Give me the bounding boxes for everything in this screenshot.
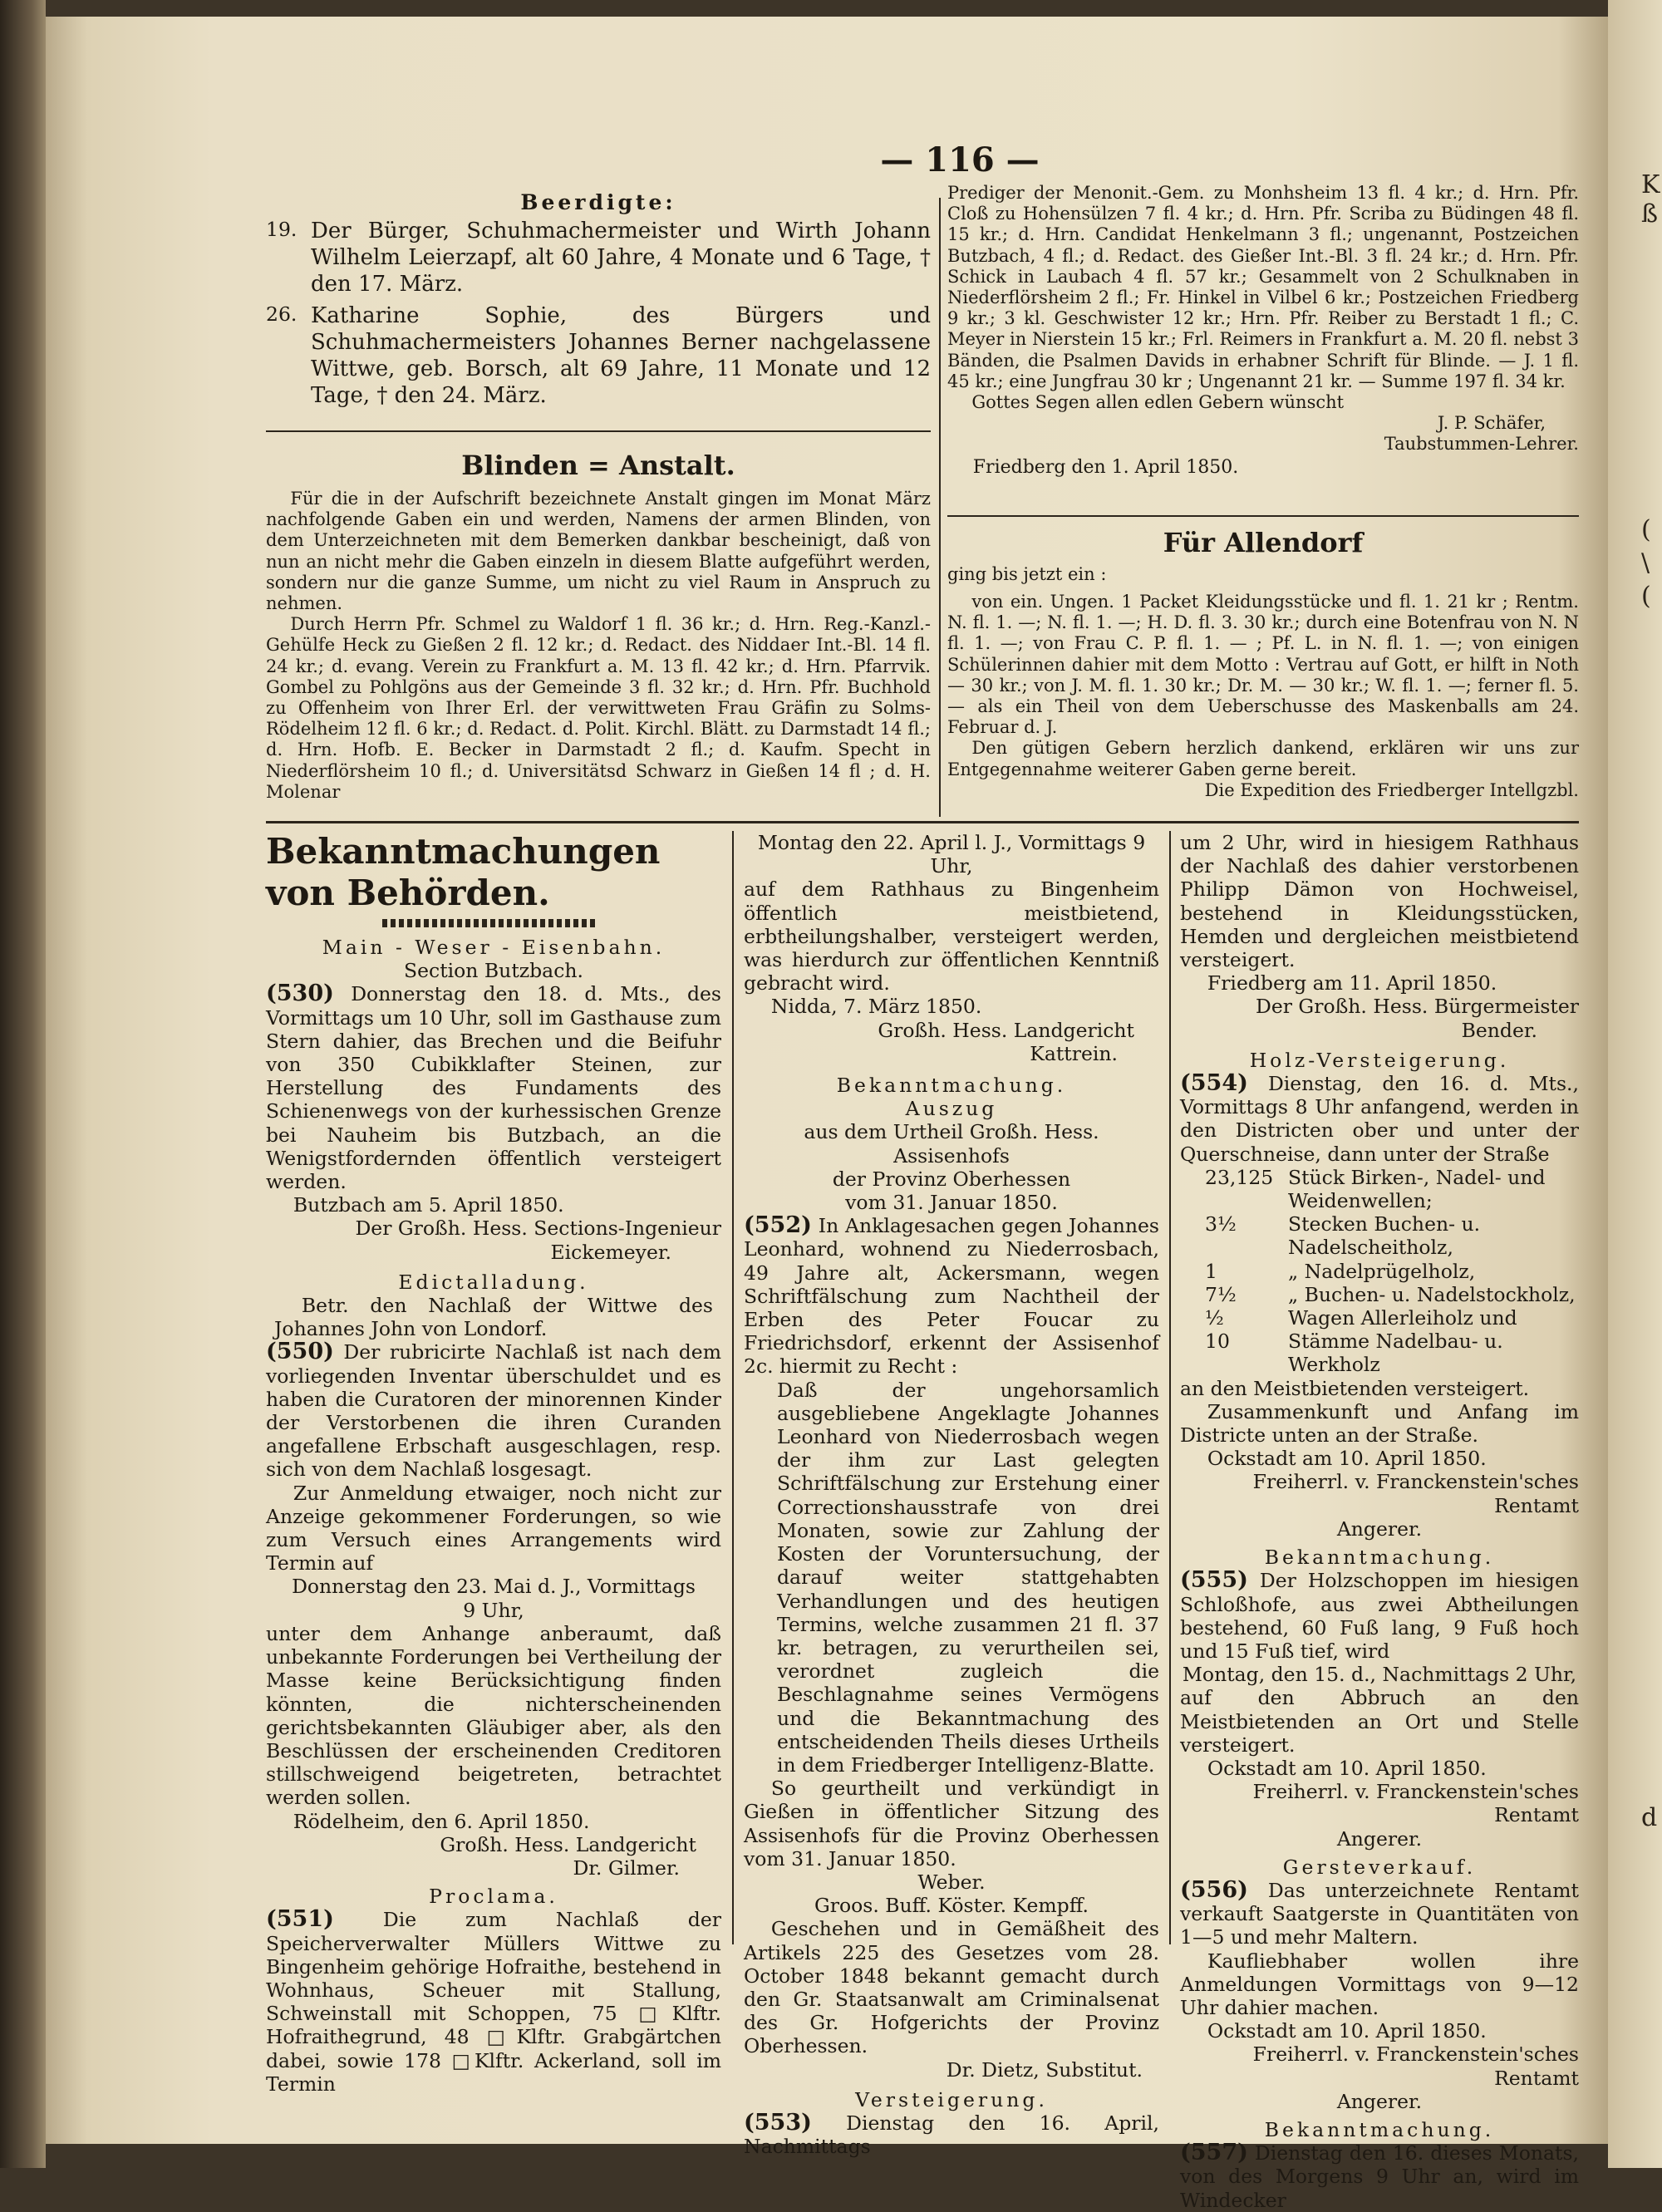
newspaper-page — [46, 17, 1608, 2212]
column-rule — [1169, 831, 1171, 1944]
wood-list — [1180, 1166, 1579, 1377]
death-entry — [266, 218, 931, 297]
death-entry-number: 19. — [266, 218, 297, 242]
wood-qty: ½ — [1205, 1306, 1224, 1330]
notice-554-text: Dienstag, den 16. d. Mts., Vormittags 8 Uhr anfangend, werden in den Districten ober und unter der Querschneise, dann unter der Straße — [1180, 1072, 1579, 1166]
announcement-heading-3: Bekanntmachung. — [1264, 2117, 1495, 2141]
edge-mark: ( — [1641, 515, 1651, 544]
blind-title: Blinden = Anstalt. — [461, 450, 735, 481]
ornament — [382, 919, 598, 927]
blind-intro: Für die in der Aufschrift bezeichnete Anstalt gingen im Monat März nachfolgende Gaben ein und werden, Namens der armen Blinden, von dem Unterzeichneten mit dem Bemerken dankbar bescheinigt, daß von nun an nicht mehr die Gaben einzeln in diesem Blatte aufgeführt werden, sondern nur die ganze Summe, um nicht zu viel Raum in Anspruch zu nehmen. — [266, 489, 931, 614]
blind-signer: J. P. Schäfer, — [1437, 413, 1546, 434]
extract-sub-2: der Provinz Oberhessen — [832, 1167, 1071, 1191]
wood-qty: 1 — [1205, 1259, 1217, 1283]
notice-552-judge: Weber. — [917, 1870, 986, 1894]
edge-mark: ( — [1641, 582, 1651, 611]
notice-530-text: Donnerstag den 18. d. Mts., des Vormittags um 10 Uhr, soll im Gasthause zum Stern dahier, das Brechen und die Beifuhr von 350 Cubikklafter Steinen, zur Herstellung des Fundaments des Schienenwegs von der kurhessischen Grenze bei Nauheim bis Butzbach, an die Wenigstfordernden öffentlich versteigert werden. — [266, 982, 721, 1194]
edge-mark: K — [1641, 170, 1660, 199]
notice-number-552: (552) — [744, 1212, 812, 1239]
notice-number-550: (550) — [266, 1339, 334, 1365]
notice-551-date: Nidda, 7. März 1850. — [770, 995, 982, 1019]
blind-donations: Durch Herrn Pfr. Schmel zu Waldorf 1 fl. 36 kr.; d. Hrn. Reg.-Kanzl.-Gehülfe Heck zu Gießen 2 fl. 12 kr.; d. Redact. des Niddaer Int.-Bl. 14 fl. 24 kr.; d. evang. Verein zu Frankfurt a. M. 13 fl. 42 kr.; d. Hrn. Pfarrvik. Gombel zu Pohlgöns aus der Gemeinde 3 fl. 32 kr.; d. Hrn. Pfr. Buchhold zu Offenheim von Ihrer Erl. der verwittweten Frau Gräfin zu Solms-Rödelheim 12 fl. 6 kr.; d. Redact. d. Polit. Kirchl. Blätt. zu Darmstadt 14 fl.; d. Hrn. Hofb. E. Becker in Darmstadt 2 fl.; d. Kaufm. Specht in Niederflörsheim 10 fl.; d. Universitätsd Schwarz in Gießen 14 fl ; d. H. Molenar — [266, 614, 931, 802]
notice-555-text-2: auf den Abbruch an den Meistbietenden an Ort und Stelle versteigert. — [1180, 1686, 1579, 1757]
page-number: — 116 — — [880, 140, 1040, 179]
notice-552-judges: Groos. Buff. Köster. Kempff. — [814, 1894, 1089, 1918]
allendorf-section — [927, 524, 1579, 801]
wood-list-item — [1205, 1306, 1579, 1330]
rail-heading: Main - Weser - Eisenbahn. — [322, 936, 666, 959]
wood-qty: 23,125 — [1205, 1165, 1274, 1189]
edge-mark: d — [1641, 1803, 1658, 1832]
notice-554-text-3: Zusammenkunft und Anfang im Districte unten an der Straße. — [1180, 1399, 1579, 1448]
notice-550-term: Donnerstag den 23. Mai d. J., Vormittags 9 Uhr, — [292, 1575, 696, 1622]
blind-blessing: Gottes Segen allen edlen Gebern wünscht — [971, 392, 1345, 413]
notice-554-text-2: an den Meistbietenden versteigert. — [1180, 1376, 1530, 1400]
divider — [947, 515, 1579, 517]
official-notices-col2 — [744, 831, 1159, 2158]
death-entry-number: 26. — [266, 302, 297, 327]
notice-553-name: Bender. — [1461, 1018, 1537, 1042]
death-entry-text: Katharine Sophie, des Bürgers und Schuhmachermeisters Johannes Berner nachgelassene Wittwe, geb. Borsch, alt 69 Jahre, 11 Monate und 12 Tage, † den 24. März. — [311, 303, 931, 409]
section-divider — [266, 821, 1579, 823]
wood-desc: Stecken Buchen- u. Nadelscheitholz, — [1288, 1212, 1481, 1260]
notice-556-name: Angerer. — [1336, 2089, 1423, 2113]
notice-553-text: Dienstag den 16. April, Nachmittags — [744, 2111, 1159, 2159]
notice-550-name: Dr. Gilmer. — [573, 1856, 680, 1880]
notice-553-text-2: um 2 Uhr, wird in hiesigem Rathhaus der Nachlaß des dahier verstorbenen Philipp Dämon von Hochweisel, bestehend in Kleidungsstücken, Hemden und dergleichen meistbietend versteigert. — [1180, 831, 1579, 972]
next-page-edge — [1608, 0, 1662, 2168]
notice-555-name: Angerer. — [1336, 1826, 1423, 1851]
wood-list-item — [1205, 1330, 1579, 1376]
notice-552-signature: Dr. Dietz, Substitut. — [946, 2057, 1143, 2082]
notice-530-name: Eickemeyer. — [550, 1240, 671, 1264]
rail-subheading: Section Butzbach. — [404, 959, 583, 983]
notice-553-date: Friedberg am 11. April 1850. — [1207, 971, 1497, 995]
wood-auction-heading: Holz-Versteigerung. — [1249, 1048, 1510, 1072]
notice-556-date: Ockstadt am 10. April 1850. — [1207, 2019, 1487, 2043]
wood-desc: „ Nadelprügelholz, — [1288, 1259, 1476, 1283]
wood-qty: 10 — [1205, 1330, 1230, 1354]
allendorf-donations: von ein. Ungen. 1 Packet Kleidungsstücke und fl. 1. 21 kr ; Rentm. N. fl. 1. —; N. fl. 1. —; H. D. fl. 3. 30 kr.; durch eine Botenfrau von N. N fl. 1. —; von Frau C. P. fl. 1. — ; Pf. L. in N. fl. 1. —; von einigen Schülerinnen dahier mit dem Motto : Vertrau auf Gott, er hilft in Noth — 30 kr.; von J. M. fl. 1. 30 kr.; Dr. M. — 30 kr.; W. fl. 1. —; ferner fl. 5. — als ein Theil von dem Ueberschusse des Maskenballs am 24. Februar d. J. — [947, 592, 1579, 738]
blind-date: Friedberg den 1. April 1850. — [972, 456, 1239, 478]
blind-signer-role: Taubstummen-Lehrer. — [1384, 434, 1579, 455]
notice-530-signature: Der Großh. Hess. Sections-Ingenieur — [355, 1217, 721, 1241]
extract-sub-3: vom 31. Januar 1850. — [845, 1191, 1058, 1215]
notice-552-text: In Anklagesachen gegen Johannes Leonhard, wohnend zu Niederrosbach, 49 Jahre alt, Ackersmann, wegen Schriftfälschung zum Nachtheil der Erben des Peter Foucar zu Friedrichsdorf, erkennt der Assisenhof 2c. hiermit zu Recht : — [744, 1214, 1159, 1379]
notice-number-530: (530) — [266, 981, 334, 1007]
notice-556-signature: Freiherrl. v. Franckenstein'sches Rentamt — [1252, 2042, 1579, 2090]
edict-heading: Edictalladung. — [398, 1270, 589, 1294]
notice-552-text-2: So geurtheilt und verkündigt in Gießen in öffentlicher Sitzung des Assisenhofs für die Provinz Oberhessen vom 31. Januar 1850. — [744, 1777, 1159, 1870]
notice-number-557: (557) — [1180, 2140, 1248, 2166]
notice-551-text-2: auf dem Rathhaus zu Bingenheim öffentlich meistbietend, erbtheilungshalber, versteigert werden, was hierdurch zur öffentlichen Kenntniß gebracht wird. — [744, 877, 1159, 995]
deaths-section — [266, 191, 931, 409]
wood-desc: Stück Birken-, Nadel- und Weidenwellen; — [1288, 1165, 1546, 1213]
extract-sub-1: aus dem Urtheil Großh. Hess. Assisenhofs — [804, 1120, 1099, 1167]
notice-number-554: (554) — [1180, 1070, 1248, 1097]
wood-desc: „ Buchen- u. Nadelstockholz, — [1288, 1282, 1576, 1306]
official-notices-col1 — [266, 831, 721, 2096]
notice-number-553: (553) — [744, 2109, 812, 2136]
auction-heading: Versteigerung. — [855, 2087, 1048, 2111]
page-number-block — [794, 141, 1126, 179]
blind-institute-section — [266, 449, 931, 803]
allendorf-intro: ging bis jetzt ein : — [947, 564, 1107, 584]
notice-530-date: Butzbach am 5. April 1850. — [293, 1193, 564, 1217]
notice-551-name: Kattrein. — [1030, 1041, 1118, 1065]
wood-list-item — [1205, 1260, 1579, 1283]
wood-list-item — [1205, 1283, 1579, 1306]
barley-sale-heading: Gersteverkauf. — [1282, 1855, 1477, 1879]
extract-heading: Auszug — [905, 1097, 998, 1121]
divider — [266, 430, 931, 432]
notice-556-text: Das unterzeichnete Rentamt verkauft Saatgerste in Quantitäten von 1—5 und mehr Maltern. — [1180, 1878, 1579, 1949]
notice-555-signature: Freiherrl. v. Franckenstein'sches Rentamt — [1252, 1780, 1579, 1827]
notice-number-556: (556) — [1180, 1876, 1248, 1903]
allendorf-title: Für Allendorf — [1163, 527, 1364, 558]
notice-552-verdict: Daß der ungehorsamlich ausgebliebene Angeklagte Johannes Leonhard von Niederrosbach wegen der ihm zur Last gelegten Schriftfälschung zur Erstehung einer Correctionshausstrafe von drei Monaten, sowie zur Zahlung der Kosten der Voruntersuchung, der darauf weiter stattgehabten Verhandlungen und des heutigen Termins, welche zusammen 21 fl. 37 kr. betragen, zu verurtheilen sei, verordnet zugleich die Beschlagnahme seines Vermögens und die Bekanntmachung des entscheidenden Theils dieses Urtheils in dem Friedberger Intelligenz-Blatte. — [777, 1378, 1159, 1777]
notice-554-signature: Freiherrl. v. Franckenstein'sches Rentamt — [1252, 1470, 1579, 1517]
wood-qty: 3½ — [1205, 1212, 1237, 1236]
notice-554-name: Angerer. — [1336, 1516, 1423, 1541]
death-entry — [266, 302, 931, 409]
wood-qty: 7½ — [1205, 1282, 1237, 1306]
wood-list-item — [1205, 1212, 1579, 1259]
notice-550-signature: Großh. Hess. Landgericht — [440, 1832, 696, 1856]
notice-550-text: Der rubricirte Nachlaß ist nach dem vorliegenden Inventar überschuldet und es haben die Curatoren der minorennen Kinder der Verstorbenen die ihren Curanden angefallene Erbschaft ausgeschlagen, resp. sich von dem Nachlaß losgesagt. — [266, 1340, 721, 1482]
edge-mark: \ — [1641, 548, 1650, 578]
edict-subject: Betr. den Nachlaß der Wittwe des Johannes John von Londorf. — [274, 1294, 713, 1341]
notice-555-term: Montag, den 15. d., Nachmittags 2 Uhr, — [1182, 1663, 1577, 1687]
notice-554-date: Ockstadt am 10. April 1850. — [1207, 1447, 1487, 1471]
notice-551-text: Die zum Nachlaß der Speicherverwalter Müllers Wittwe zu Bingenheim gehörige Hofraithe, bestehend in Wohnhaus, Scheuer mit Stallung, Schweinstall mit Schoppen, 75 □Klftr. Hofraithegrund, 48 □Klftr. Grabgärtchen dabei, sowie 178 □Klftr. Ackerland, soll im Termin — [266, 1908, 721, 2096]
edge-mark: ß — [1641, 199, 1659, 229]
announcement-heading-2: Bekanntmachung. — [1264, 1546, 1495, 1570]
notice-550-text-2: Zur Anmeldung etwaiger, noch nicht zur Anzeige gekommener Forderungen, so wie zum Versuch eines Arrangements wird Termin auf — [266, 1481, 721, 1575]
notice-number-551: (551) — [266, 1906, 334, 1933]
notice-553-signature: Der Großh. Hess. Bürgermeister — [1255, 995, 1579, 1019]
announcement-heading: Bekanntmachung. — [836, 1074, 1067, 1098]
notices-title: Bekanntmachungen von Behörden. — [266, 831, 661, 913]
allendorf-thanks: Den gütigen Gebern herzlich dankend, erklären wir uns zur Entgegennahme weiterer Gaben gerne bereit. — [947, 738, 1579, 779]
allendorf-signature: Die Expedition des Friedberger Intellgzbl. — [1204, 779, 1579, 800]
wood-desc: Stämme Nadelbau- u. Werkholz — [1288, 1330, 1503, 1377]
blind-continued — [927, 183, 1579, 480]
book-spine-edge — [0, 0, 46, 2168]
notice-556-text-2: Kaufliebhaber wollen ihre Anmeldungen Vormittags von 9—12 Uhr dahier machen. — [1180, 1949, 1579, 2019]
notice-551-signature: Großh. Hess. Landgericht — [878, 1018, 1134, 1042]
notice-551-term: Montag den 22. April l. J., Vormittags 9 Uhr, — [757, 831, 1146, 878]
death-entry-text: Der Bürger, Schuhmachermeister und Wirth Johann Wilhelm Leierzapf, alt 60 Jahre, 4 Monate und 6 Tage, † den 17. März. — [311, 219, 931, 297]
notice-555-text: Der Holzschoppen im hiesigen Schloßhofe, aus zwei Abtheilungen bestehend, 60 Fuß lang, 9 Fuß hoch und 15 Fuß tief, wird — [1180, 1569, 1579, 1663]
proclama-heading: Proclama. — [429, 1885, 558, 1909]
notice-550-text-3: unter dem Anhange anberaumt, daß unbekannte Forderungen bei Vertheilung der Masse keine Berücksichtigung finden könnten, die nichterscheinenden gerichtsbekannten Gläubiger aber, als den Beschlüssen der erscheinenden Creditoren stillschweigend beigetreten, betrachtet werden sollen. — [266, 1621, 721, 1810]
blind-donations-continued: Prediger der Menonit.-Gem. zu Monhsheim 13 fl. 4 kr.; d. Hrn. Pfr. Cloß zu Hohensülzen 7 fl. 4 kr.; d. Hrn. Pfr. Scriba zu Büdingen 48 fl. 15 kr.; d. Hrn. Candidat Henkelmann 3 fl.; ungenannt, Postzeichen Butzbach, 4 fl.; d. Redact. des Gießer Int.-Bl. 3 fl. 24 kr.; d. Hrn. Pfr. Schick in Laubach 4 fl. 57 kr.; Gesammelt von 2 Schulknaben in Niederflörsheim 2 fl.; Fr. Hinkel in Vilbel 6 kr.; Postzeichen Friedberg 9 kr.; 3 kl. Geschwister 12 kr.; Hrn. Pfr. Reiber zu Berstadt 1 fl.; C. Meyer in Nierstein 15 kr.; Frl. Reimers in Frankfurt a. M. 20 fl. nebst 3 Bänden, die Psalmen Davids in erhabner Schrift für Blinde. — J. 1 fl. 45 kr.; eine Jungfrau 30 kr ; Ungenannt 21 kr. — Summe 197 fl. 34 kr. — [947, 183, 1579, 391]
deaths-heading: Beerdigte: — [520, 190, 676, 214]
wood-list-item — [1205, 1166, 1579, 1212]
notice-number-555: (555) — [1180, 1567, 1248, 1594]
official-notices-col3 — [1180, 831, 1579, 2212]
notice-557-text: Dienstag den 16. dieses Monats, von des Morgens 9 Uhr an, wird im Windecker — [1180, 2141, 1579, 2212]
column-rule — [732, 831, 734, 1944]
notice-555-date: Ockstadt am 10. April 1850. — [1207, 1756, 1487, 1780]
notice-552-text-3: Geschehen und in Gemäßheit des Artikels 225 des Gesetzes vom 28. October 1848 bekannt gemacht durch den Gr. Staatsanwalt am Criminalsenat des Gr. Hofgerichts der Provinz Oberhessen. — [744, 1917, 1159, 2058]
notice-550-date: Rödelheim, den 6. April 1850. — [293, 1809, 590, 1833]
wood-desc: Wagen Allerleiholz und — [1288, 1306, 1517, 1330]
